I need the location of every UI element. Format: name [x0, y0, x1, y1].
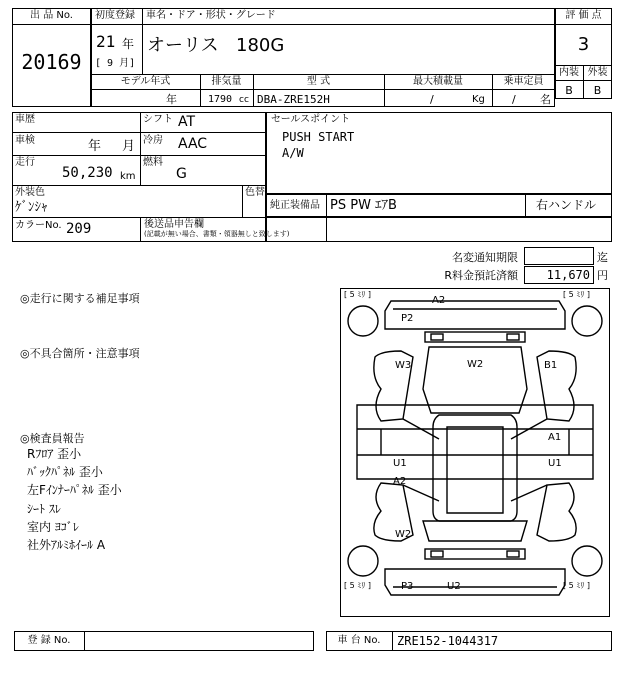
inspector-report-label: ◎検査員報告 [20, 432, 85, 445]
interior-label: 内装 [559, 67, 579, 78]
mileage-unit: km [120, 171, 136, 182]
sales-point-label: セールスポイント [271, 114, 351, 125]
max-load: / [430, 93, 434, 106]
defects-label: ◎不具合箇所・注意事項 [20, 347, 140, 360]
mark-w2-low: W2 [395, 529, 412, 540]
ac: AAC [178, 136, 208, 152]
type-label: 型 式 [306, 76, 331, 87]
inspector-line-2: ﾊﾞｯｸﾊﾟﾈﾙ 歪小 [27, 465, 103, 479]
mark-a1: A1 [548, 432, 562, 443]
mark-w2-top: W2 [467, 359, 484, 370]
inspector-line-6: 社外ｱﾙﾐﾎｲｰﾙ A [27, 538, 106, 552]
mark-u2: U2 [447, 581, 461, 592]
name-change-unit: 迄 [597, 251, 608, 264]
reg-no-label: 登 録 No. [27, 635, 71, 646]
inspector-line-1: Rﾌﾛｱ 歪小 [27, 447, 82, 461]
name-change-label: 名変通知期限 [452, 251, 518, 264]
aftermarket-note: (記載が無い場合、書類・領器無しと致します) [144, 230, 290, 238]
model-type: DBA-ZRE152H [257, 93, 330, 106]
tire-tread-fr: [ 5 ﾐﾘ ] [563, 290, 590, 299]
body-color: ｹﾞﾝｼｬ [15, 200, 48, 215]
capacity-label: 乗車定員 [503, 76, 544, 87]
tire-tread-fl: [ 5 ﾐﾘ ] [344, 290, 371, 299]
aftermarket-box [266, 217, 612, 242]
mark-u1-left: U1 [393, 458, 407, 469]
aftermarket-label: 後送品申告欄 [144, 219, 204, 230]
shift-label: シフト [143, 114, 173, 125]
mileage: 50,230 [62, 165, 113, 181]
lot-no-label: 出 品 No. [30, 10, 73, 21]
fuel: G [176, 166, 187, 182]
equipment: PS PW ｴｱB [330, 198, 397, 213]
sales-point-2: A/W [282, 146, 304, 160]
shift: AT [178, 114, 196, 130]
first-reg-month: [ 9 月] [95, 58, 136, 69]
chassis-no: ZRE152-1044317 [397, 634, 499, 648]
grade: 180G [236, 35, 285, 56]
mark-a2-side: A2 [393, 476, 407, 487]
recycle-label: R料金預託済額 [444, 269, 518, 282]
score: 3 [577, 34, 590, 55]
displacement: 1790 [208, 94, 233, 105]
color-label: 外装色 [15, 187, 45, 198]
exterior-grade: B [593, 84, 602, 97]
mark-a2-front: A2 [432, 295, 446, 306]
car-diagram [340, 288, 610, 617]
driving-remarks-label: ◎走行に関する補足事項 [20, 292, 140, 305]
inspector-line-3: 左Fｲﾝﾅｰﾊﾟﾈﾙ 歪小 [27, 483, 122, 497]
color-change-label: 色替 [245, 187, 265, 198]
mark-b1: B1 [544, 360, 558, 371]
model-name-label: 車名・ドア・形状・グレード [146, 10, 276, 21]
ac-label: 冷房 [143, 135, 163, 146]
max-load-unit: Kg [472, 94, 485, 105]
sales-point-1: PUSH START [282, 130, 355, 144]
interior-grade: B [565, 84, 573, 97]
first-reg-year: 21 [96, 32, 116, 51]
mark-p2: P2 [401, 313, 414, 324]
inspection-year: 年 [88, 139, 102, 154]
inspector-line-4: ｼｰﾄ ｽﾚ [27, 502, 61, 516]
exterior-label: 外装 [587, 67, 608, 78]
model-year-unit: 年 [166, 93, 177, 106]
mileage-label: 走行 [15, 157, 35, 168]
tire-tread-rl: [ 5 ﾐﾘ ] [344, 581, 371, 590]
year-unit: 年 [122, 37, 135, 51]
first-reg-label: 初度登録 [95, 10, 135, 21]
name-change-field [524, 247, 594, 265]
chassis-label: 車 台 No. [337, 635, 381, 646]
inspection-month: 月 [122, 139, 136, 154]
displacement-unit: cc [239, 95, 249, 105]
tire-tread-rr: [ 5 ﾐﾘ ] [563, 581, 590, 590]
car-name: オーリス [147, 35, 219, 56]
score-label: 評 価 点 [565, 10, 602, 21]
capacity-unit: 名 [540, 93, 551, 106]
inspection-label: 車検 [15, 135, 35, 146]
mark-w3: W3 [395, 360, 412, 371]
mark-p3: P3 [401, 581, 414, 592]
lot-no: 20169 [21, 50, 82, 74]
max-load-label: 最大積載量 [413, 76, 463, 87]
recycle-value: 11,670 [546, 268, 590, 282]
fuel-label: 燃料 [143, 157, 163, 168]
model-year-label: モデル年式 [120, 76, 171, 87]
displacement-label: 排気量 [211, 76, 242, 87]
capacity: / [512, 93, 516, 106]
inspector-line-5: 室内 ﾖｺﾞﾚ [27, 520, 79, 534]
equipment-label: 純正装備品 [270, 200, 320, 211]
mark-u1-right: U1 [548, 458, 562, 469]
color-no: 209 [66, 221, 92, 237]
color-no-label: カラーNo. [15, 220, 62, 231]
history-label: 車歴 [15, 114, 35, 125]
steering: 右ハンドル [536, 198, 597, 212]
recycle-unit: 円 [597, 269, 608, 282]
